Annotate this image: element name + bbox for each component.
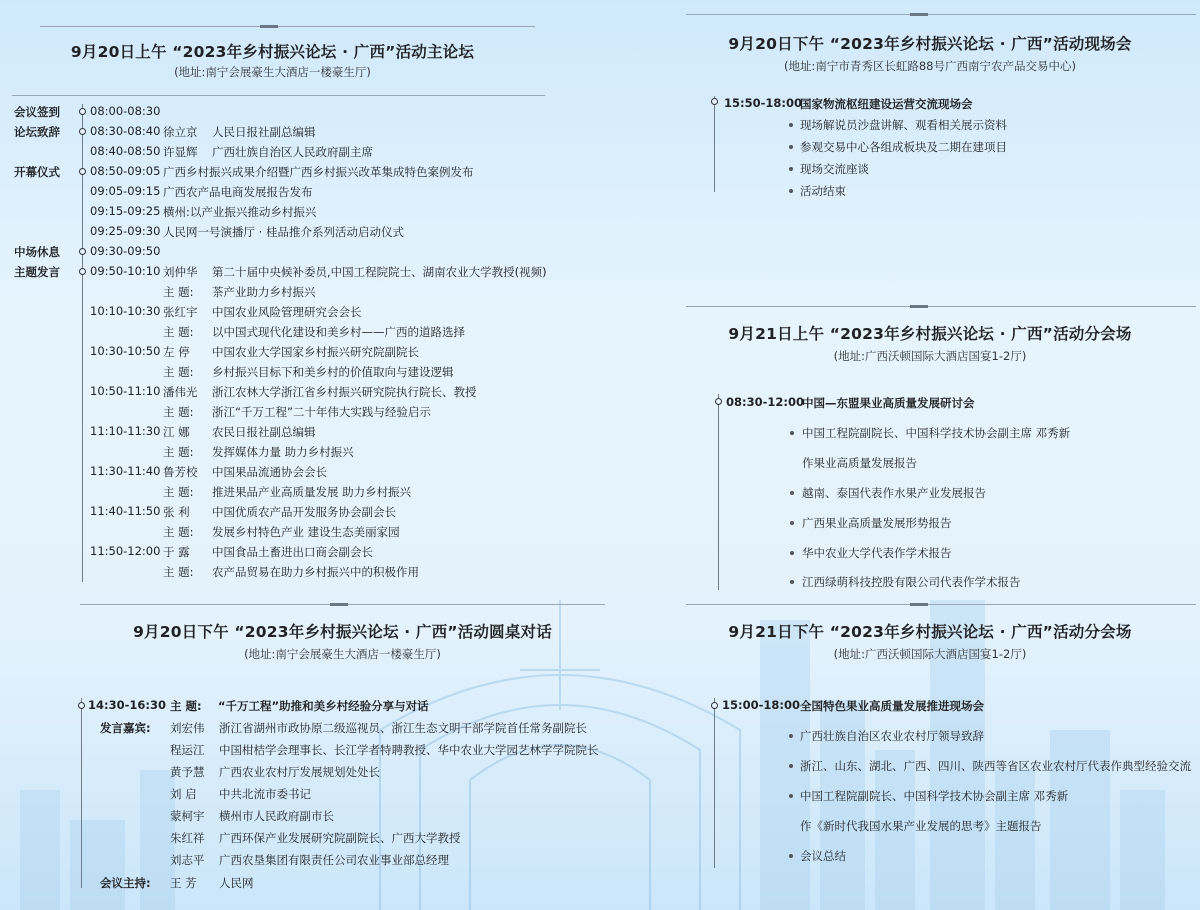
guest-name: 黄予慧: [170, 765, 205, 779]
speaker-name: 主 题:: [163, 365, 194, 379]
roundtable-time: 14:30-16:30: [88, 698, 166, 712]
sub-venue-am-title: 9月21日上午 “2023年乡村振兴论坛 · 广西”活动分会场: [728, 325, 1132, 343]
label-opening: 开幕仪式: [14, 165, 60, 179]
speaker-name: 主 题:: [163, 485, 194, 499]
schedule-time: 08:40-08:50: [90, 144, 161, 158]
schedule-description: 第二十届中央候补委员,中国工程院院士、湖南农业大学教授(视频): [212, 265, 547, 279]
agenda-item: 会议总结: [800, 849, 846, 863]
agenda-item: 作《新时代我国水果产业发展的思考》主题报告: [800, 819, 1042, 833]
schedule-time: 11:50-12:00: [90, 544, 161, 558]
guest-name: 刘宏伟: [170, 721, 205, 735]
schedule-description: 浙江“千万工程”二十年伟大实践与经验启示: [212, 405, 431, 419]
agenda-item: 现场解说员沙盘讲解、观看相关展示资料: [800, 118, 1007, 132]
speaker-name: 主 题:: [163, 405, 194, 419]
guest-name: 刘 启: [170, 787, 197, 801]
agenda-item: 中国工程院副院长、中国科学技术协会副主席 邓秀新: [802, 426, 1071, 440]
guest-name: 蒙柯宇: [170, 809, 205, 823]
timeline-dot: [79, 248, 86, 255]
schedule-description: 中国农业风险管理研究会会长: [212, 305, 362, 319]
schedule-description: 人民网一号演播厅 · 桂品推介系列活动启动仪式: [163, 225, 404, 239]
schedule-description: 以中国式现代化建设和美乡村——广西的道路选择: [212, 325, 465, 339]
schedule-description: 农民日报社副总编辑: [212, 425, 316, 439]
schedule-time: 10:30-10:50: [90, 344, 161, 358]
bullet-dot: [790, 521, 794, 525]
bullet-dot: [789, 189, 793, 193]
agenda-item: 现场交流座谈: [800, 162, 869, 176]
schedule-description: 茶产业助力乡村振兴: [212, 285, 316, 299]
agenda-item: 作果业高质量发展报告: [802, 456, 917, 470]
schedule-description: 推进果品产业高质量发展 助力乡村振兴: [212, 485, 412, 499]
schedule-time: 08:50-09:05: [90, 164, 161, 178]
schedule-description: 中国农业大学国家乡村振兴研究院副院长: [212, 345, 419, 359]
guest-description: 中共北流市委书记: [219, 787, 311, 801]
schedule-time: 09:15-09:25: [90, 204, 161, 218]
bullet-dot: [789, 734, 793, 738]
timeline-dot: [79, 128, 86, 135]
main-forum-title: 9月20日上午 “2023年乡村振兴论坛 · 广西”活动主论坛: [70, 43, 475, 61]
schedule-time: 08:00-08:30: [90, 104, 161, 118]
schedule-time: 09:30-09:50: [90, 244, 161, 258]
speaker-name: 张红宇: [163, 305, 198, 319]
speaker-name: 主 题:: [163, 325, 194, 339]
sub-venue-am-event: 中国—东盟果业高质量发展研讨会: [802, 396, 975, 410]
roundtable-address: (地址:南宁会展豪生大酒店一楼豪生厅): [244, 647, 441, 661]
agenda-item: 江西绿萌科技控股有限公司代表作学术报告: [802, 575, 1021, 589]
schedule-description: 中国食品土畜进出口商会副会长: [212, 545, 373, 559]
roundtable-host-name: 王 芳: [170, 876, 197, 890]
bullet-dot: [790, 580, 794, 584]
agenda-item: 参观交易中心各组成板块及二期在建项目: [800, 140, 1007, 154]
speaker-name: 许显辉: [163, 145, 198, 159]
agenda-item: 广西果业高质量发展形势报告: [802, 516, 952, 530]
agenda-item: 广西壮族自治区农业农村厅领导致辞: [800, 729, 984, 743]
schedule-description: 广西乡村振兴成果介绍暨广西乡村振兴改革集成特色案例发布: [163, 165, 474, 179]
speaker-name: 刘仲华: [163, 265, 198, 279]
schedule-description: 广西农产品电商发展报告发布: [163, 185, 313, 199]
schedule-time: 11:10-11:30: [90, 424, 161, 438]
schedule-time: 10:50-11:10: [90, 384, 161, 398]
roundtable-title: 9月20日下午 “2023年乡村振兴论坛 · 广西”活动圆桌对话: [133, 623, 552, 641]
guest-description: 横州市人民政府副市长: [219, 809, 334, 823]
timeline-dot: [79, 168, 86, 175]
onsite-meeting-address: (地址:南宁市青秀区长虹路88号广西南宁农产品交易中心): [784, 59, 1076, 73]
speaker-name: 左 停: [163, 345, 190, 359]
agenda-item: 浙江、山东、湖北、广西、四川、陕西等省区农业农村厅代表作典型经验交流: [800, 759, 1191, 773]
schedule-description: 浙江农林大学浙江省乡村振兴研究院执行院长、教授: [212, 385, 477, 399]
onsite-meeting-title: 9月20日下午 “2023年乡村振兴论坛 · 广西”活动现场会: [728, 35, 1132, 53]
label-keynotes: 主题发言: [14, 265, 60, 279]
guest-description: 浙江省湖州市政协原二级巡视员、浙江生态文明干部学院首任常务副院长: [219, 721, 587, 735]
speaker-name: 江 娜: [163, 425, 190, 439]
speaker-name: 张 利: [163, 505, 190, 519]
guest-name: 朱红祥: [170, 831, 205, 845]
agenda-item: 越南、泰国代表作水果产业发展报告: [802, 486, 986, 500]
schedule-time: 10:10-10:30: [90, 304, 161, 318]
agenda-item: 活动结束: [800, 184, 846, 198]
roundtable-theme: “千万工程”助推和美乡村经验分享与对话: [218, 699, 429, 713]
guest-description: 广西环保产业发展研究院副院长、广西大学教授: [219, 831, 461, 845]
bullet-dot: [789, 167, 793, 171]
agenda-item: 中国工程院副院长、中国科学技术协会副主席 邓秀新: [800, 789, 1069, 803]
timeline-dot: [79, 108, 86, 115]
bullet-dot: [789, 123, 793, 127]
speaker-name: 徐立京: [163, 125, 198, 139]
timeline-dot: [78, 702, 85, 709]
guest-name: 刘志平: [170, 853, 205, 867]
guest-description: 广西农业农村厅发展规划处处长: [219, 765, 380, 779]
speaker-name: 潘伟光: [163, 385, 198, 399]
schedule-description: 农产品贸易在助力乡村振兴中的积极作用: [212, 565, 419, 579]
roundtable-host-label: 会议主持:: [100, 876, 151, 890]
speaker-name: 主 题:: [163, 445, 194, 459]
schedule-description: 中国优质农产品开发服务协会副会长: [212, 505, 396, 519]
sub-venue-pm-time: 15:00-18:00: [722, 698, 800, 712]
bullet-dot: [790, 551, 794, 555]
label-address-speech: 论坛致辞: [14, 125, 60, 139]
timeline-dot: [79, 268, 86, 275]
bullet-dot: [790, 491, 794, 495]
sub-venue-pm-title: 9月21日下午 “2023年乡村振兴论坛 · 广西”活动分会场: [728, 623, 1132, 641]
guest-description: 广西农垦集团有限责任公司农业事业部总经理: [219, 853, 449, 867]
schedule-description: 乡村振兴目标下和美乡村的价值取向与建设逻辑: [212, 365, 454, 379]
guest-description: 中国柑桔学会理事长、长江学者特聘教授、华中农业大学园艺林学学院院长: [219, 743, 599, 757]
speaker-name: 于 露: [163, 545, 190, 559]
schedule-description: 发挥媒体力量 助力乡村振兴: [212, 445, 354, 459]
schedule-description: 人民日报社副总编辑: [212, 125, 316, 139]
label-signin: 会议签到: [14, 105, 60, 119]
label-break: 中场休息: [14, 245, 60, 259]
bullet-dot: [789, 764, 793, 768]
sub-venue-am-address: (地址:广西沃顿国际大酒店国宴1-2厅): [833, 349, 1027, 363]
onsite-meeting-time: 15:50-18:00: [724, 96, 802, 110]
schedule-description: 中国果品流通协会会长: [212, 465, 327, 479]
guest-name: 程运江: [170, 743, 205, 757]
schedule-time: 09:25-09:30: [90, 224, 161, 238]
timeline-dot: [711, 702, 718, 709]
sub-venue-pm-event: 全国特色果业高质量发展推进现场会: [800, 699, 984, 713]
schedule-description: 横州:以产业振兴推动乡村振兴: [163, 205, 317, 219]
bullet-dot: [790, 431, 794, 435]
schedule-time: 08:30-08:40: [90, 124, 161, 138]
schedule-time: 11:40-11:50: [90, 504, 161, 518]
speaker-name: 主 题:: [163, 565, 194, 579]
schedule-description: 广西壮族自治区人民政府副主席: [212, 145, 373, 159]
timeline-dot: [711, 98, 718, 105]
main-forum-address: (地址:南宁会展豪生大酒店一楼豪生厅): [174, 65, 371, 79]
speaker-name: 主 题:: [163, 525, 194, 539]
schedule-time: 11:30-11:40: [90, 464, 161, 478]
bullet-dot: [789, 794, 793, 798]
onsite-meeting-event: 国家物流枢纽建设运营交流现场会: [800, 97, 973, 111]
schedule-time: 09:50-10:10: [90, 264, 161, 278]
roundtable-theme-label: 主 题:: [170, 699, 202, 713]
speaker-name: 鲁芳校: [163, 465, 198, 479]
bullet-dot: [789, 145, 793, 149]
roundtable-guests-label: 发言嘉宾:: [100, 721, 151, 735]
bullet-dot: [789, 854, 793, 858]
agenda-item: 华中农业大学代表作学术报告: [802, 546, 952, 560]
speaker-name: 主 题:: [163, 285, 194, 299]
sub-venue-pm-panel: [660, 600, 1200, 910]
schedule-time: 09:05-09:15: [90, 184, 161, 198]
schedule-description: 发展乡村特色产业 建设生态美丽家园: [212, 525, 400, 539]
sub-venue-am-time: 08:30-12:00: [726, 395, 804, 409]
sub-venue-pm-address: (地址:广西沃顿国际大酒店国宴1-2厅): [833, 647, 1027, 661]
timeline-dot: [715, 398, 722, 405]
roundtable-host-desc: 人民网: [219, 876, 254, 890]
